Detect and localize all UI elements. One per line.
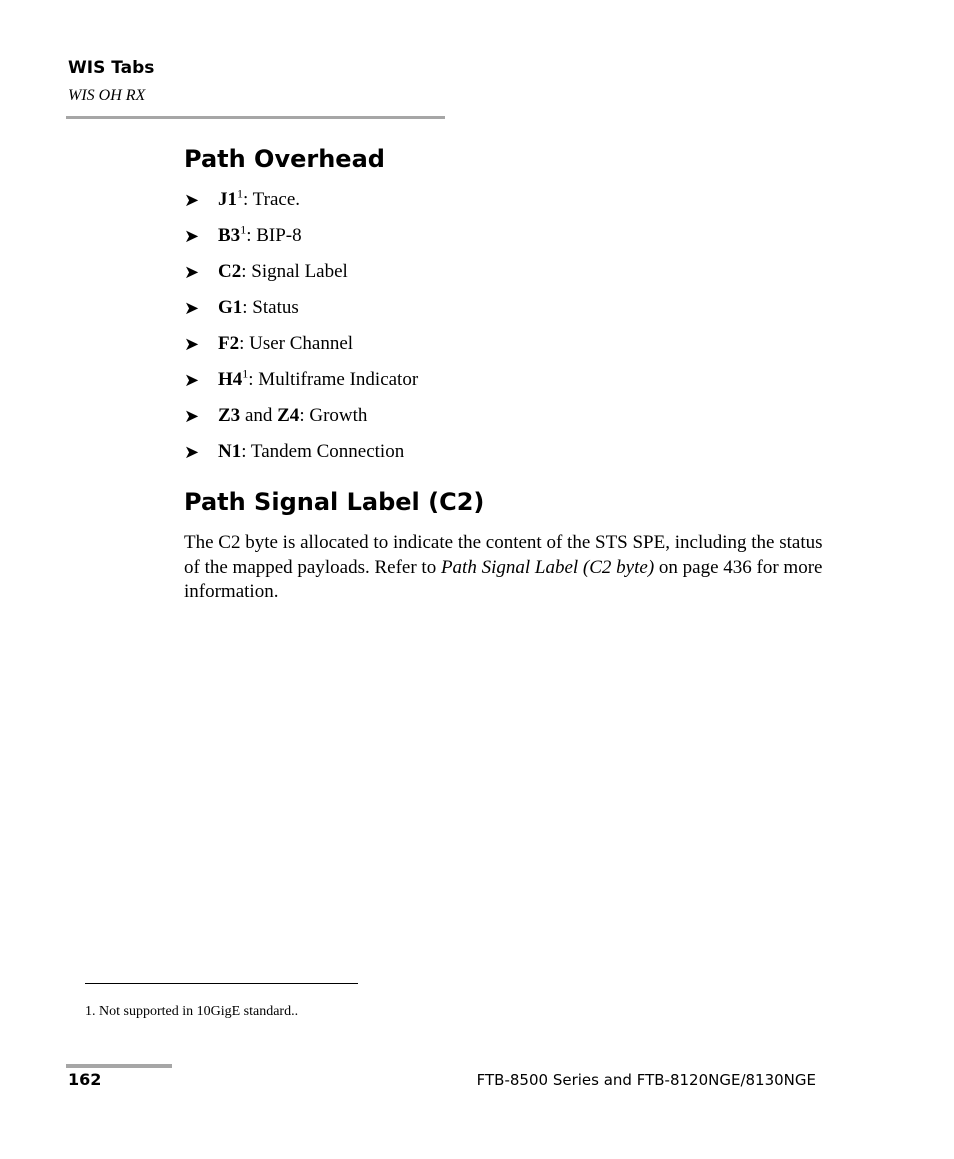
footnote-ref: 1	[242, 366, 249, 381]
arrow-bullet-icon: ➤	[184, 262, 200, 283]
arrow-bullet-icon: ➤	[184, 190, 200, 211]
list-item	[184, 222, 418, 258]
body-paragraph	[184, 531, 824, 605]
list-item	[184, 438, 418, 474]
byte-code: C2	[218, 261, 242, 282]
byte-description: : Trace.	[243, 189, 300, 210]
byte-description: : Growth	[299, 405, 368, 426]
document-title: FTB-8500 Series and FTB-8120NGE/8130NGE	[476, 1071, 816, 1089]
heading-path-overhead: Path Overhead	[184, 145, 385, 173]
byte-code: N1	[218, 441, 242, 462]
list-item	[184, 258, 418, 294]
arrow-bullet-icon: ➤	[184, 406, 200, 427]
list-item	[184, 402, 418, 438]
header-rule	[66, 116, 445, 119]
byte-description: : Status	[242, 297, 299, 318]
byte-code: H4	[218, 369, 243, 390]
list-item	[184, 330, 418, 366]
page-number: 162	[68, 1070, 102, 1089]
arrow-bullet-icon: ➤	[184, 442, 200, 463]
list-item	[184, 294, 418, 330]
arrow-bullet-icon: ➤	[184, 298, 200, 319]
footnote-ref: 1	[237, 186, 243, 201]
footnote: 1. Not supported in 10GigE standard..	[85, 1004, 299, 1019]
section-subtitle: WIS OH RX	[68, 87, 146, 104]
list-item	[184, 186, 418, 222]
footer-rule	[66, 1064, 172, 1068]
list-item	[184, 366, 418, 402]
byte-description: : User Channel	[239, 333, 354, 354]
byte-description: : Signal Label	[241, 261, 348, 282]
byte-code: G1	[218, 297, 243, 318]
arrow-bullet-icon: ➤	[184, 226, 200, 247]
paragraph-text: on page 436 for more information.	[184, 556, 823, 602]
cross-reference-link[interactable]: Path Signal Label (C2 byte)	[440, 556, 655, 578]
section-title: WIS Tabs	[68, 58, 155, 78]
overhead-list	[184, 186, 418, 474]
footnote-ref: 1	[240, 222, 247, 237]
byte-code: F2	[218, 333, 240, 354]
byte-description: : Tandem Connection	[241, 441, 405, 462]
byte-description: : BIP-8	[246, 225, 302, 246]
footnote-rule	[85, 983, 358, 984]
byte-code: Z3	[218, 405, 241, 426]
byte-description: : Multiframe Indicator	[248, 369, 419, 390]
arrow-bullet-icon: ➤	[184, 334, 200, 355]
byte-code: Z4	[277, 405, 300, 426]
conjunction: and	[240, 405, 278, 426]
arrow-bullet-icon: ➤	[184, 370, 200, 391]
byte-code: J1	[218, 189, 237, 210]
byte-code: B3	[218, 225, 241, 246]
heading-path-signal-label: Path Signal Label (C2)	[184, 488, 485, 516]
paragraph-text: The C2 byte is allocated to indicate the content of the STS SPE, including the status of the mapped payloads. Refer to	[184, 532, 823, 578]
